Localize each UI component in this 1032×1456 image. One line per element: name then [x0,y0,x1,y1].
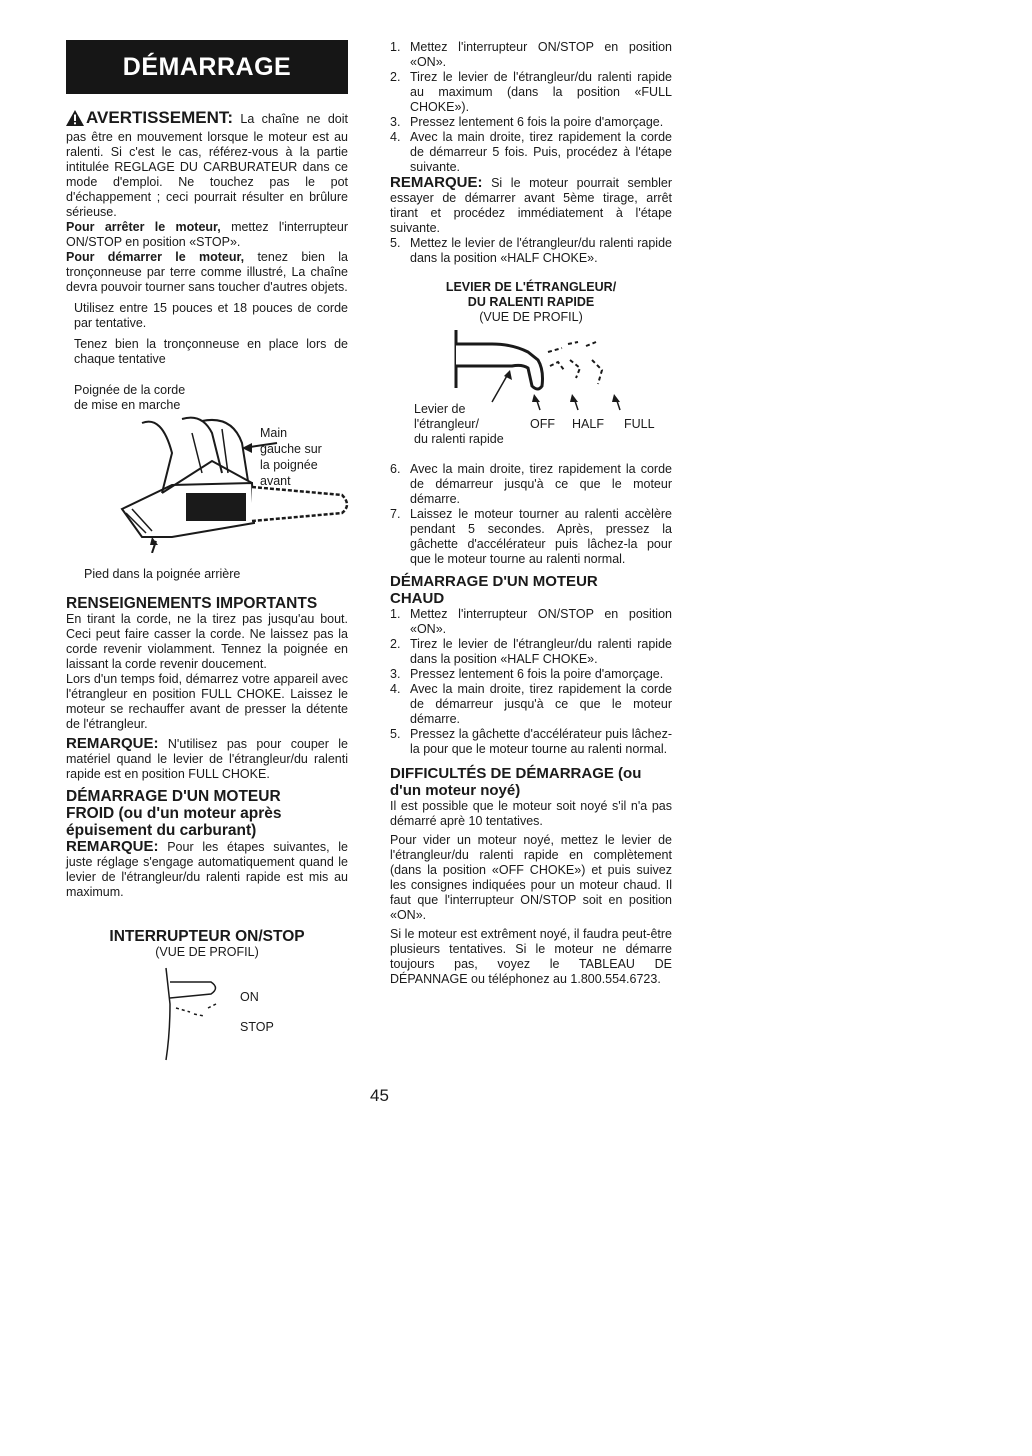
step-6 [390,462,672,507]
on-stop-switch-illustration [156,964,236,1064]
switch-figure-subtitle: (VUE DE PROFIL) [155,945,259,959]
rope-handle-label-1: Poignée de la corde [74,383,186,397]
right-remark [390,175,672,236]
warm-step-1 [390,607,672,637]
important-remark-text: N'utilisez pas pour couper le matériel quand le levier de l'étrangleur/du ralenti rapide est en position FULL CHOKE. [66,737,348,781]
step-7-num: 7. [390,507,401,521]
cold-start-steps-1-4 [390,40,672,175]
cold-start-heading-3: épuisement du carburant) [66,822,257,839]
warm-step-3-text: Pressez lentement 6 fois la poire d'amorçage. [410,667,664,681]
step-1 [390,40,672,70]
foot-rear-handle-label: Pied dans la poignée arrière [84,567,241,581]
right-remark-label: REMARQUE: [390,174,483,191]
warning-label: AVERTISSEMENT: [86,108,234,127]
warm-step-4 [390,682,672,727]
cold-start-remark-text: Pour les étapes suivantes, le juste réglage s'engage automatiquement quand le levier de l'étrangleur/du ralenti rapide est mis au maximum. [66,840,348,899]
stop-engine-text: mettez l'interrupteur ON/STOP en position «STOP». [66,220,349,249]
choke-figure-title-2: DU RALENTI RAPIDE [467,295,595,309]
chainsaw-illustration [102,413,352,553]
warm-step-4-text: Avec la main droite, tirez rapidement la corde de démarreur jusqu'à ce que le moteur démarre. [410,682,672,726]
warm-step-5 [390,727,672,757]
important-p1: En tirant la corde, ne la tirez pas jusqu'au bout. Ceci peut faire casser la corde. Ne laissez pas la corde revenir violamment. Tennez la poignée en laissant la corde revenir doucement. [66,612,348,671]
step-1-text: Mettez l'interrupteur ON/STOP en position «ON». [410,40,672,69]
warning-block [66,110,348,220]
warning-text: La chaîne ne doit pas être en mouvement lorsque le moteur est au ralenti. Si c'est le cas, référez-vous à la partie intitulée REGLAGE DU CARBURATEUR dans ce mode d'emploi. Ne touchez pas le pot d'échappement ; ceci pourrait résulter en brûlure sérieuse. [66,112,348,219]
left-hand-label-1: Main [260,426,288,440]
left-hand-label-3: la poignée [260,458,318,472]
warm-step-5-num: 5. [390,727,401,741]
choke-off-label: OFF [530,417,555,431]
step-5-text: Mettez le levier de l'étrangleur/du ralenti rapide dans la position «HALF CHOKE». [410,236,672,265]
choke-lever-label-1: Levier de [414,402,466,416]
step-1-num: 1. [390,40,401,54]
difficulties-heading-1: DIFFICULTÉS DE DÉMARRAGE (ou [390,765,642,782]
warm-start-steps [390,607,672,757]
chainsaw-start-figure [66,383,348,589]
cold-start-heading-1: DÉMARRAGE D'UN MOTEUR [66,788,281,805]
cold-start-steps-6-7 [390,462,672,567]
switch-figure-title: INTERRUPTEUR ON/STOP [109,928,305,945]
choke-half-label: HALF [572,417,604,431]
difficulties-p3: Si le moteur est extrêment noyé, il faudra peut-être plusieurs tentatives. Si le moteur ne démarre toujours pas, voyez le TABLEAU DE DÉPANNAGE ou téléphonez au 1.800.554.6723. [390,927,672,986]
start-engine-text: tenez bien la tronçonneuse par terre comme illustré, La chaîne devra pouvoir tourner sans toucher d'autres objets. [66,250,348,294]
stop-engine-paragraph [66,220,348,250]
step-6-num: 6. [390,462,401,476]
right-column [390,40,672,987]
cold-start-remark-label: REMARQUE: [66,838,159,855]
choke-figure-title-1: LEVIER DE L'ÉTRANGLEUR/ [445,280,617,294]
warning-triangle-icon [66,110,84,130]
step-5 [390,236,672,266]
left-hand-label-2: gauche sur [260,442,322,456]
important-remark-label: REMARQUE: [66,735,159,752]
left-hand-label-4: avant [260,474,291,488]
step-4 [390,130,672,175]
warm-step-1-num: 1. [390,607,401,621]
cold-start-step-5 [390,236,672,266]
warm-start-heading-2: CHAUD [390,590,445,607]
step-3-text: Pressez lentement 6 fois la poire d'amorçage. [410,115,664,129]
rope-length-tip: Utilisez entre 15 pouces et 18 pouces de corde par tentative. [74,301,348,330]
step-3-num: 3. [390,115,401,129]
step-2-text: Tirez le levier de l'étrangleur/du ralenti rapide au maximum (dans la position «FULL CHOKE»). [410,70,672,114]
switch-stop-label: STOP [240,1020,274,1034]
important-heading: RENSEIGNEMENTS IMPORTANTS [66,595,318,612]
difficulties-heading-2: d'un moteur noyé) [390,782,521,799]
step-2 [390,70,672,115]
page-title [66,40,348,94]
important-remark [66,736,348,782]
warm-step-1-text: Mettez l'interrupteur ON/STOP en position «ON». [410,607,672,636]
difficulties-p2: Pour vider un moteur noyé, mettez le levier de l'étrangleur/du ralenti rapide en complètement (dans la position «OFF CHOKE») et puis suivez les consignes indiquées pour un moteur chaud. Il faut que l'interrupteur ON/STOP soit en position «ON». [390,833,672,922]
page-number: 45 [370,1086,389,1105]
on-stop-switch-figure [66,928,348,1078]
warm-step-4-num: 4. [390,682,401,696]
step-7-text: Laissez le moteur tourner au ralenti accèlère pendant 5 secondes. Après, pressez la gâchette d'accélérateur puis lâchez-la pour que le moteur tourne au ralenti normal. [410,507,672,566]
choke-lever-label-3: du ralenti rapide [414,432,504,446]
warm-step-2 [390,637,672,667]
stop-engine-bold: Pour arrêter le moteur, [66,220,221,234]
cold-start-heading-2: FROID (ou d'un moteur après [66,805,282,822]
right-remark-text: Si le moteur pourrait sembler essayer de démarrer avant 5ème tirage, arrêt tirant et procédez immédiatement à l'étape suivante. [390,176,672,235]
difficulties-p1: Il est possible que le moteur soit noyé s'il n'a pas démarré aprè 10 tentatives. [390,799,672,828]
page-title-text: DÉMARRAGE [122,52,292,81]
step-4-text: Avec la main droite, tirez rapidement la corde de démarreur 5 fois. Puis, procédez à l'étape suivante. [410,130,672,174]
step-2-num: 2. [390,70,401,84]
step-6-text: Avec la main droite, tirez rapidement la corde de démarreur jusqu'à ce que le moteur démarre. [410,462,672,506]
warm-start-heading-1: DÉMARRAGE D'UN MOTEUR [390,573,598,590]
step-3 [390,115,672,130]
choke-figure-subtitle: (VUE DE PROFIL) [479,310,583,324]
warm-step-2-text: Tirez le levier de l'étrangleur/du ralenti rapide dans la position «HALF CHOKE». [410,637,672,666]
choke-full-label: FULL [624,417,655,431]
hold-saw-tip: Tenez bien la tronçonneuse en place lors de chaque tentative [74,337,348,366]
choke-lever-label-2: l'étrangleur/ [414,417,479,431]
rope-handle-label-2: de mise en marche [74,398,181,412]
warm-step-2-num: 2. [390,637,401,651]
important-p2: Lors d'un temps foid, démarrez votre appareil avec l'étrangleur en position FULL CHOKE. Laissez le moteur se rechauffer avant de presser la détente de l'étrangleur. [66,672,348,731]
step-7 [390,507,672,567]
warm-step-5-text: Pressez la gâchette d'accélérateur puis lâchez-la pour que le moteur tourne au ralenti normal. [410,727,672,756]
switch-on-label: ON [240,990,259,1004]
warm-step-3-num: 3. [390,667,401,681]
cold-start-remark [66,839,348,900]
left-column [66,40,348,1078]
step-5-num: 5. [390,236,401,250]
start-engine-bold: Pour démarrer le moteur, [66,250,245,264]
step-4-num: 4. [390,130,401,144]
choke-lever-figure [390,280,672,462]
start-engine-paragraph [66,250,348,295]
warm-step-3 [390,667,672,682]
choke-lever-illustration [452,330,632,420]
